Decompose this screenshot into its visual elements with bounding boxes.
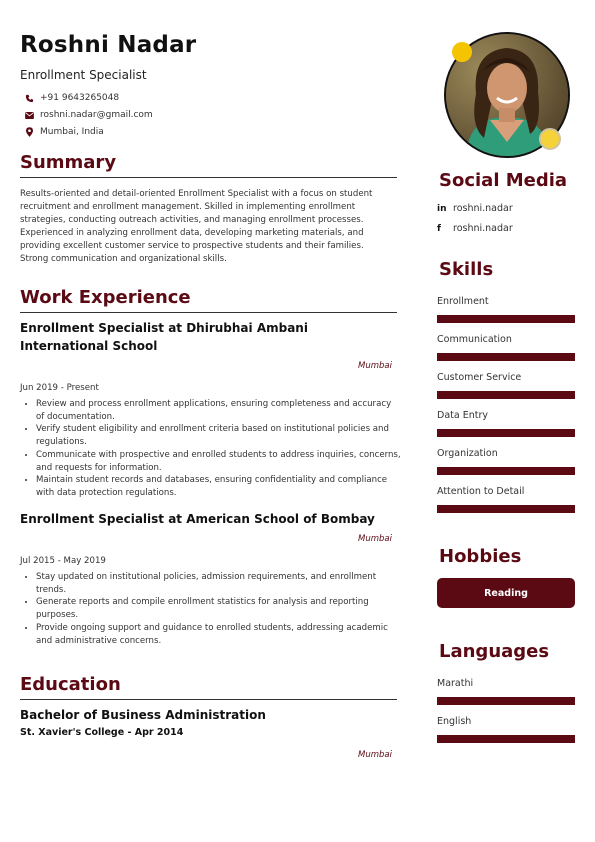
phone-icon xyxy=(22,94,36,103)
social-heading: Social Media xyxy=(439,170,568,191)
facebook-handle: roshni.nadar xyxy=(453,223,513,234)
candidate-name: Roshni Nadar xyxy=(20,32,197,58)
skills-heading: Skills xyxy=(439,259,494,280)
job-dates: Jun 2019 - Present xyxy=(20,383,99,393)
linkedin-handle: roshni.nadar xyxy=(453,203,513,214)
decorative-dot xyxy=(539,128,561,150)
language-bar xyxy=(437,697,575,705)
skill-label: Attention to Detail xyxy=(437,486,525,497)
list-item: • Stay updated on institutional policies, admission requirements, and enrollment trends. xyxy=(36,571,401,596)
skill-label: Enrollment xyxy=(437,296,489,307)
education-location: Mumbai xyxy=(358,750,392,760)
linkedin-icon: in xyxy=(437,203,447,214)
job-location: Mumbai xyxy=(358,361,392,371)
contact-location xyxy=(22,127,104,137)
contact-email xyxy=(22,110,153,120)
phone-text: +91 9643265048 xyxy=(40,93,120,103)
divider xyxy=(20,699,397,700)
hobby-badge: Reading xyxy=(437,578,575,608)
decorative-dot xyxy=(452,42,472,62)
divider xyxy=(20,177,397,178)
job-title: Enrollment Specialist at Dhirubhai Ambani International School xyxy=(20,321,308,353)
skill-bar xyxy=(437,505,575,513)
languages-heading: Languages xyxy=(439,641,550,662)
map-pin-icon xyxy=(22,127,36,137)
skill-bar xyxy=(437,429,575,437)
mail-icon xyxy=(22,112,36,119)
language-bar xyxy=(437,735,575,743)
list-item: • Communicate with prospective and enrolled students to address inquiries, concerns, and requests for information. xyxy=(36,449,401,474)
degree: Bachelor of Business Administration xyxy=(20,708,266,722)
job-dates: Jul 2015 - May 2019 xyxy=(20,556,106,566)
job-location: Mumbai xyxy=(358,534,392,544)
candidate-role: Enrollment Specialist xyxy=(20,68,147,82)
job-bullets xyxy=(20,398,401,500)
skill-label: Communication xyxy=(437,334,512,345)
hobbies-heading: Hobbies xyxy=(439,546,522,567)
job-title: Enrollment Specialist at American School of Bombay xyxy=(20,512,375,526)
skill-bar xyxy=(437,391,575,399)
social-facebook[interactable] xyxy=(437,223,513,234)
skill-label: Data Entry xyxy=(437,410,488,421)
skill-label: Customer Service xyxy=(437,372,522,383)
language-label: Marathi xyxy=(437,678,474,689)
social-linkedin[interactable] xyxy=(437,203,513,214)
skill-bar xyxy=(437,315,575,323)
school: St. Xavier's College - Apr 2014 xyxy=(20,727,184,738)
list-item: • Provide ongoing support and guidance to enrolled students, addressing academic and administrative concerns. xyxy=(36,622,401,647)
location-text: Mumbai, India xyxy=(40,127,104,137)
education-heading: Education xyxy=(20,674,121,695)
list-item: • Review and process enrollment applications, ensuring completeness and accuracy of documentation. xyxy=(36,398,401,423)
skill-bar xyxy=(437,353,575,361)
skill-bar xyxy=(437,467,575,475)
language-label: English xyxy=(437,716,472,727)
job-bullets xyxy=(20,571,401,647)
list-item: • Verify student eligibility and enrollment criteria based on institutional policies and regulations. xyxy=(36,423,401,448)
experience-heading: Work Experience xyxy=(20,287,191,308)
facebook-icon: f xyxy=(437,223,441,234)
list-item: • Generate reports and compile enrollment statistics for analysis and reporting purposes. xyxy=(36,596,401,621)
skill-label: Organization xyxy=(437,448,498,459)
summary-text: Results-oriented and detail-oriented Enrollment Specialist with a focus on student recruitment and enrollment management. Skilled in implementing enrollment strategies, conducting outreach activities, and managing enrollment processes. Experienced in analyzing enrollment data, developing marketing materials, and providing excellent customer service to prospective students and their families. Strong communication and organizational skills. xyxy=(20,189,373,264)
contact-phone xyxy=(22,93,119,103)
divider xyxy=(20,312,397,313)
summary-heading: Summary xyxy=(20,152,117,173)
email-text: roshni.nadar@gmail.com xyxy=(40,110,153,120)
list-item: • Maintain student records and databases, ensuring confidentiality and compliance with data protection regulations. xyxy=(36,474,401,499)
